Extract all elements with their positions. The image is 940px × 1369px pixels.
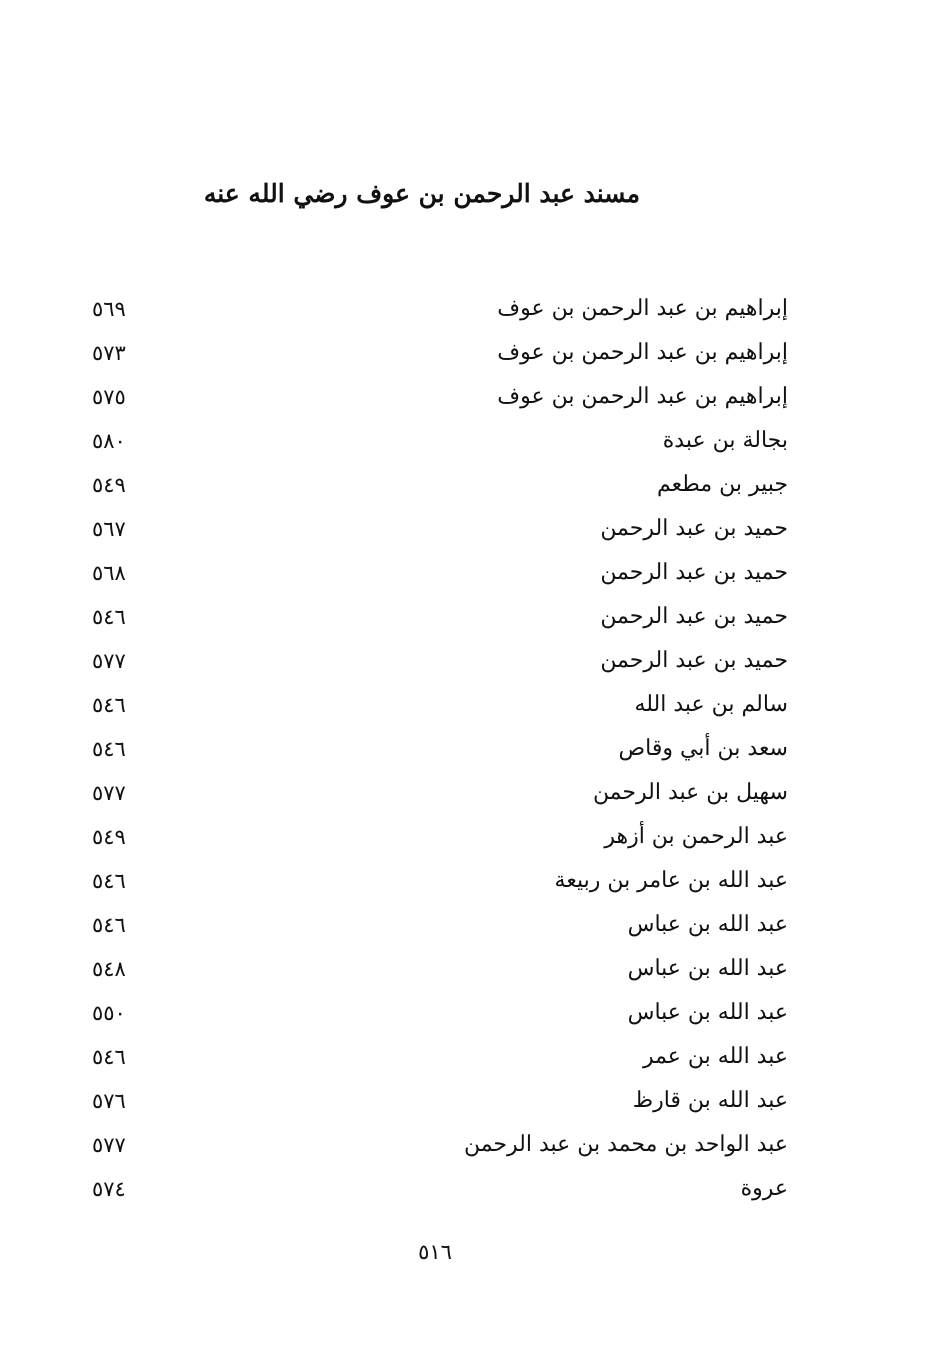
index-row xyxy=(80,419,792,463)
narrator-name: إبراهيم بن عبد الرحمن بن عوف xyxy=(497,384,788,409)
index-row xyxy=(80,771,792,815)
narrator-name: عبد الله بن عباس xyxy=(627,912,788,937)
page-reference: ٥٤٦ xyxy=(92,869,126,893)
page-reference: ٥٦٨ xyxy=(92,561,126,585)
narrator-name: جبير بن مطعم xyxy=(657,472,788,497)
index-list xyxy=(80,287,792,1211)
narrator-name: حميد بن عبد الرحمن xyxy=(600,560,788,585)
page-reference: ٥٤٩ xyxy=(92,473,126,497)
index-row xyxy=(80,683,792,727)
index-row xyxy=(80,859,792,903)
narrator-name: سعد بن أبي وقاص xyxy=(618,736,788,761)
index-row xyxy=(80,947,792,991)
narrator-name: عروة xyxy=(740,1176,788,1201)
narrator-name: إبراهيم بن عبد الرحمن بن عوف xyxy=(497,340,788,365)
narrator-name: عبد الواحد بن محمد بن عبد الرحمن xyxy=(463,1132,788,1157)
page-reference: ٥٥٠ xyxy=(92,1001,126,1025)
narrator-name: حميد بن عبد الرحمن xyxy=(600,604,788,629)
page-reference: ٥٤٦ xyxy=(92,913,126,937)
page-reference: ٥٧٤ xyxy=(92,1177,126,1201)
narrator-name: عبد الله بن عباس xyxy=(627,956,788,981)
narrator-name: سهيل بن عبد الرحمن xyxy=(592,780,788,805)
page-reference: ٥٦٩ xyxy=(92,297,126,321)
page-reference: ٥٤٨ xyxy=(92,957,126,981)
narrator-name: عبد الله بن قارظ xyxy=(632,1088,788,1113)
narrator-name: إبراهيم بن عبد الرحمن بن عوف xyxy=(497,296,788,321)
page-reference: ٥٧٦ xyxy=(92,1089,126,1113)
index-row xyxy=(80,727,792,771)
index-row xyxy=(80,287,792,331)
page-reference: ٥٤٦ xyxy=(92,693,126,717)
index-row xyxy=(80,1123,792,1167)
page-reference: ٥٧٥ xyxy=(92,385,126,409)
index-row xyxy=(80,991,792,1035)
index-row xyxy=(80,375,792,419)
index-row xyxy=(80,1079,792,1123)
narrator-name: سالم بن عبد الله xyxy=(634,692,788,717)
page-reference: ٥٧٧ xyxy=(92,1133,126,1157)
index-row xyxy=(80,595,792,639)
narrator-name: عبد الرحمن بن أزهر xyxy=(604,824,788,849)
narrator-name: بجالة بن عبدة xyxy=(662,428,788,453)
narrator-name: حميد بن عبد الرحمن xyxy=(600,648,788,673)
page-reference: ٥٧٧ xyxy=(92,649,126,673)
page-reference: ٥٤٦ xyxy=(92,737,126,761)
page-number: ٥١٦ xyxy=(418,1240,452,1264)
narrator-name: عبد الله بن عباس xyxy=(627,1000,788,1025)
page-reference: ٥٤٦ xyxy=(92,605,126,629)
page-reference: ٥٧٧ xyxy=(92,781,126,805)
index-row xyxy=(80,551,792,595)
index-row xyxy=(80,1167,792,1211)
index-row xyxy=(80,815,792,859)
index-row xyxy=(80,1035,792,1079)
page-reference: ٥٦٧ xyxy=(92,517,126,541)
page-reference: ٥٤٦ xyxy=(92,1045,126,1069)
index-row xyxy=(80,463,792,507)
page-reference: ٥٤٩ xyxy=(92,825,126,849)
index-row xyxy=(80,903,792,947)
index-row xyxy=(80,331,792,375)
narrator-name: عبد الله بن عمر xyxy=(642,1044,788,1069)
page-reference: ٥٨٠ xyxy=(92,429,126,453)
narrator-name: عبد الله بن عامر بن ربيعة xyxy=(554,868,788,893)
index-row xyxy=(80,507,792,551)
section-heading: مسند عبد الرحمن بن عوف رضي الله عنه xyxy=(203,179,640,208)
index-row xyxy=(80,639,792,683)
page-reference: ٥٧٣ xyxy=(92,341,126,365)
narrator-name: حميد بن عبد الرحمن xyxy=(600,516,788,541)
